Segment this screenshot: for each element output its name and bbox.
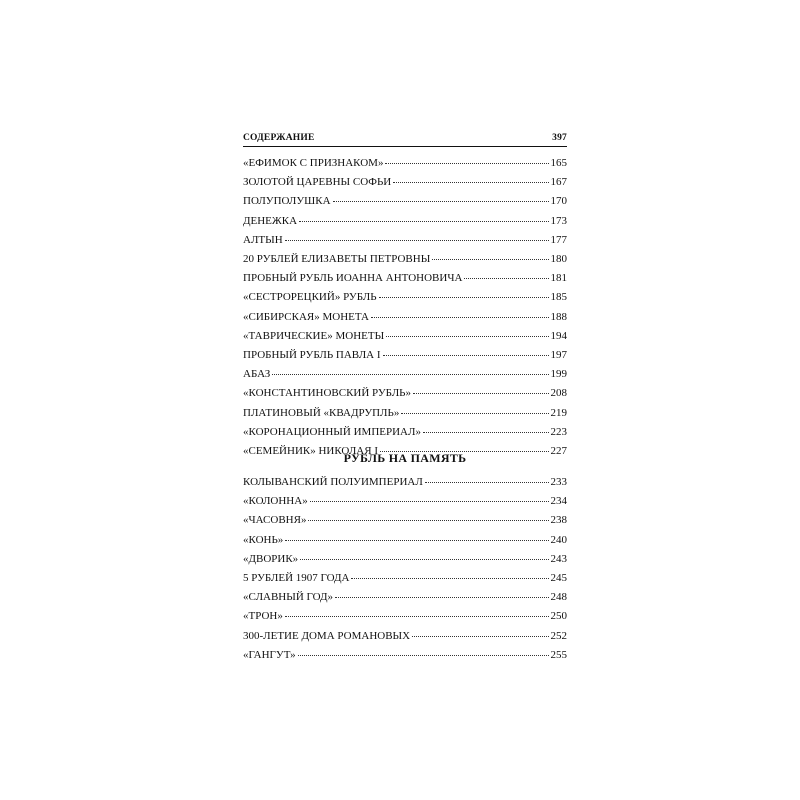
toc-entry-page: 165 — [550, 157, 567, 169]
dot-leader — [464, 268, 548, 279]
dot-leader — [272, 364, 548, 375]
dot-leader — [432, 249, 548, 260]
toc-entry — [243, 512, 567, 526]
toc-entry-page: 243 — [550, 552, 567, 565]
toc-entry-title: «ТРОН» — [243, 610, 283, 623]
dot-leader — [298, 645, 549, 656]
dot-leader — [423, 422, 549, 433]
running-header — [243, 133, 567, 147]
toc-entry-title: «КОРОНАЦИОННЫЙ ИМПЕРИАЛ» — [243, 425, 421, 438]
toc-entry-title: «ТАВРИЧЕСКИЕ» МОНЕТЫ — [243, 329, 385, 342]
toc-entry-title: «КОНСТАНТИНОВСКИЙ РУБЛЬ» — [243, 387, 411, 400]
toc-entry — [243, 647, 567, 661]
toc-entry-title: «СЕМЕЙНИК» НИКОЛАЯ I — [243, 445, 378, 457]
toc-entry — [243, 532, 567, 546]
toc-entry-title: АБАЗ — [243, 368, 271, 381]
toc-entry-title: 20 РУБЛЕЙ ЕЛИЗАВЕТЫ ПЕТРОВНЫ — [243, 253, 431, 265]
toc-entry-page: 255 — [550, 648, 567, 661]
toc-entry-page: 188 — [550, 310, 567, 323]
toc-entry — [243, 328, 567, 342]
toc-entry-page: 181 — [550, 272, 567, 285]
toc-entry-page: 233 — [550, 476, 567, 488]
toc-entry-page: 197 — [550, 349, 567, 361]
dot-leader — [351, 568, 548, 579]
toc-entry — [243, 405, 567, 419]
toc-entry-title: «ЕФИМОК С ПРИЗНАКОМ» — [243, 157, 384, 169]
toc-entry-title: 300-ЛЕТИЕ ДОМА РОМАНОВЫХ — [243, 629, 411, 642]
toc-entry — [243, 174, 567, 188]
toc-entry-page: 248 — [550, 591, 567, 604]
toc-entry-page: 167 — [550, 176, 567, 189]
dot-leader — [285, 530, 548, 541]
toc-entry — [243, 270, 567, 284]
dot-leader — [393, 172, 548, 183]
toc-entry-title: ПРОБНЫЙ РУБЛЬ ИОАННА АНТОНОВИЧА — [243, 272, 463, 285]
toc-entry-page: 219 — [550, 406, 567, 419]
dot-leader — [308, 510, 548, 521]
toc-entry-title: ДЕНЕЖКА — [243, 214, 298, 227]
toc-entry-page: 250 — [550, 610, 567, 623]
toc-entry — [243, 251, 567, 265]
toc-entry-title: ПОЛУПОЛУШКА — [243, 195, 331, 208]
dot-leader — [335, 587, 548, 598]
toc-page — [243, 133, 567, 661]
toc-entry — [243, 213, 567, 227]
dot-leader — [386, 326, 548, 337]
toc-entry-title: «СЛАВНЫЙ ГОД» — [243, 591, 334, 604]
running-header-title: СОДЕРЖАНИЕ — [243, 133, 315, 143]
toc-entry-title: ПРОБНЫЙ РУБЛЬ ПАВЛА I — [243, 349, 381, 361]
dot-leader — [300, 549, 548, 560]
toc-entry — [243, 424, 567, 438]
toc-entry-title: 5 РУБЛЕЙ 1907 ГОДА — [243, 572, 350, 584]
dot-leader — [385, 153, 548, 164]
running-header-page-number: 397 — [552, 133, 567, 143]
section-heading: РУБЛЬ НА ПАМЯТЬ — [343, 451, 467, 465]
toc-entry — [243, 347, 567, 361]
toc-entry-title: «СИБИРСКАЯ» МОНЕТА — [243, 310, 370, 323]
toc-entry — [243, 608, 567, 622]
dot-leader — [425, 472, 549, 483]
toc-entry-page: 240 — [550, 533, 567, 546]
toc-entry-page: 208 — [550, 387, 567, 400]
toc-entry-title: «КОЛОННА» — [243, 495, 308, 508]
toc-entry-page: 199 — [550, 368, 567, 381]
toc-entry-page: 194 — [550, 329, 567, 342]
toc-entry-title: ЗОЛОТОЙ ЦАРЕВНЫ СОФЬИ — [243, 176, 392, 189]
dot-leader — [383, 345, 549, 356]
toc-entry — [243, 232, 567, 246]
toc-entry — [243, 589, 567, 603]
toc-entry-title: АЛТЫН — [243, 233, 283, 246]
header-rule — [243, 146, 567, 147]
dot-leader — [299, 211, 548, 222]
toc-entry-page: 227 — [550, 445, 567, 457]
toc-entry — [243, 289, 567, 303]
toc-entry — [243, 385, 567, 399]
toc-entry-title: «ГАНГУТ» — [243, 648, 296, 661]
toc-entry-title: «СЕСТРОРЕЦКИЙ» РУБЛЬ — [243, 291, 377, 304]
toc-entry — [243, 474, 567, 488]
toc-entry-page: 173 — [550, 214, 567, 227]
toc-entry — [243, 628, 567, 642]
toc-entry — [243, 551, 567, 565]
dot-leader — [401, 403, 548, 414]
dot-leader — [285, 606, 549, 617]
toc-entry-page: 238 — [550, 514, 567, 527]
toc-entry-title: КОЛЫВАНСКИЙ ПОЛУИМПЕРИАЛ — [243, 476, 423, 488]
toc-entry-page: 185 — [550, 291, 567, 304]
toc-entry — [243, 366, 567, 380]
dot-leader — [379, 287, 549, 298]
toc-entry-page: 252 — [550, 629, 567, 642]
toc-entry-page: 177 — [550, 233, 567, 246]
dot-leader — [413, 383, 549, 394]
toc-entry — [243, 309, 567, 323]
toc-entry-title: «ЧАСОВНЯ» — [243, 514, 307, 527]
toc-entry-page: 245 — [550, 572, 567, 584]
dot-leader — [371, 307, 548, 318]
toc-entry-title: «КОНЬ» — [243, 533, 284, 546]
toc-entry — [243, 493, 567, 507]
toc-entry-title: «ДВОРИК» — [243, 552, 299, 565]
dot-leader — [310, 491, 549, 502]
dot-leader — [412, 626, 548, 637]
toc-entry-page: 180 — [550, 253, 567, 265]
toc-entry — [243, 155, 567, 169]
toc-entry-page: 170 — [550, 195, 567, 208]
dot-leader — [333, 191, 549, 202]
toc-entry — [243, 193, 567, 207]
toc-entry-page: 223 — [550, 425, 567, 438]
dot-leader — [285, 230, 549, 241]
toc-entry — [243, 570, 567, 584]
toc-entry-page: 234 — [550, 495, 567, 508]
toc-entry-title: ПЛАТИНОВЫЙ «КВАДРУПЛЬ» — [243, 406, 400, 419]
